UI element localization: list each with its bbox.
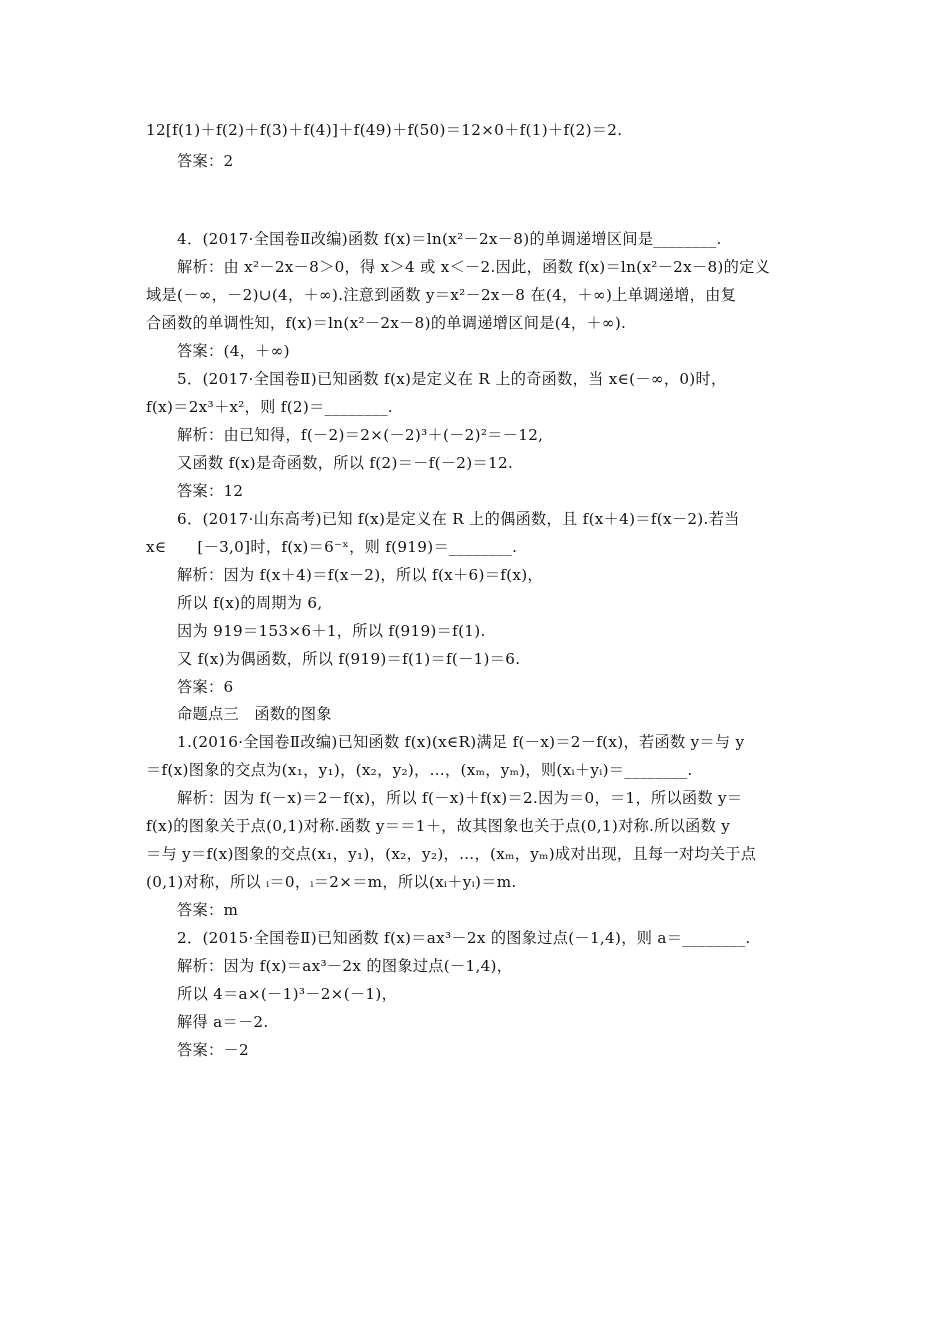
solution-line: 解析：由 x²－2x－8＞0，得 x＞4 或 x＜－2.因此，函数 f(x)＝ln(x²－2x－8)的定义 <box>177 258 771 276</box>
question-line: 5．(2017·全国卷Ⅱ)已知函数 f(x)是定义在 R 上的奇函数，当 x∈(－∞，0)时， <box>177 370 727 388</box>
solution-line: 合函数的单调性知，f(x)＝ln(x²－2x－8)的单调递增区间是(4，＋∞). <box>146 314 627 332</box>
answer-line: 答案：－2 <box>177 1041 249 1059</box>
answer-line: 答案：6 <box>177 678 234 696</box>
solution-line: 解析：因为 f(x)＝ax³－2x 的图象过点(－1,4)， <box>177 957 513 975</box>
question-line: f(x)＝2x³＋x²，则 f(2)＝________. <box>146 398 393 416</box>
question-line: 1.(2016·全国卷Ⅱ改编)已知函数 f(x)(x∈R)满足 f(－x)＝2－f(x)，若函数 y＝与 y <box>177 733 745 751</box>
question-line: ＝f(x)图象的交点为(x₁，y₁)，(x₂，y₂)，…，(xₘ，yₘ)，则(xᵢ＋yᵢ)＝________. <box>146 761 693 779</box>
solution-line: 又 f(x)为偶函数，所以 f(919)＝f(1)＝f(－1)＝6. <box>177 650 521 668</box>
solution-line: ＝与 y＝f(x)图象的交点(x₁，y₁)，(x₂，y₂)，…，(xₘ，yₘ)成对出现，且每一对均关于点 <box>146 845 757 863</box>
answer-line: 答案：(4，＋∞) <box>177 342 290 360</box>
solution-line: 解析：因为 f(－x)＝2－f(x)，所以 f(－x)＋f(x)＝2.因为＝0，＝1，所以函数 y＝ <box>177 789 743 807</box>
solution-line: (0,1)对称，所以 ᵢ＝0，ᵢ＝2×＝m，所以(xᵢ＋yᵢ)＝m. <box>146 873 517 891</box>
question-line: 6．(2017·山东高考)已知 f(x)是定义在 R 上的偶函数，且 f(x＋4)＝f(x－2).若当 <box>177 510 740 528</box>
solution-line: 域是(－∞，－2)∪(4，＋∞).注意到函数 y＝x²－2x－8 在(4，＋∞)上单调递增，由复 <box>146 286 737 304</box>
answer-line: 答案：12 <box>177 482 244 500</box>
answer-line: 答案：m <box>177 901 239 919</box>
solution-line: 又函数 f(x)是奇函数，所以 f(2)＝－f(－2)＝12. <box>177 454 514 472</box>
solution-line: 解析：因为 f(x＋4)＝f(x－2)，所以 f(x＋6)＝f(x)， <box>177 566 543 584</box>
solution-line: 所以 f(x)的周期为 6, <box>177 594 323 612</box>
text-line: 12[f(1)＋f(2)＋f(3)＋f(4)]＋f(49)＋f(50)＝12×0＋f(1)＋f(2)＝2. <box>146 121 623 139</box>
question-line: x∈ [－3,0]时，f(x)＝6⁻ˣ，则 f(919)＝________. <box>146 538 518 556</box>
question-line: 4．(2017·全国卷Ⅱ改编)函数 f(x)＝ln(x²－2x－8)的单调递增区间是________. <box>177 230 722 248</box>
answer-line: 答案：2 <box>177 152 234 170</box>
solution-line: 因为 919＝153×6＋1，所以 f(919)＝f(1). <box>177 622 486 640</box>
solution-line: 所以 4＝a×(－1)³－2×(－1)， <box>177 985 398 1003</box>
solution-line: 解得 a＝－2. <box>177 1013 269 1031</box>
solution-line: 解析：由已知得，f(－2)＝2×(－2)³＋(－2)²＝－12, <box>177 426 544 444</box>
section-heading: 命题点三 函数的图象 <box>177 705 332 723</box>
question-line: 2．(2015·全国卷Ⅱ)已知函数 f(x)＝ax³－2x 的图象过点(－1,4)，则 a＝________. <box>177 929 751 947</box>
solution-line: f(x)的图象关于点(0,1)对称.函数 y＝＝1＋，故其图象也关于点(0,1)对称.所以函数 y <box>146 817 731 835</box>
